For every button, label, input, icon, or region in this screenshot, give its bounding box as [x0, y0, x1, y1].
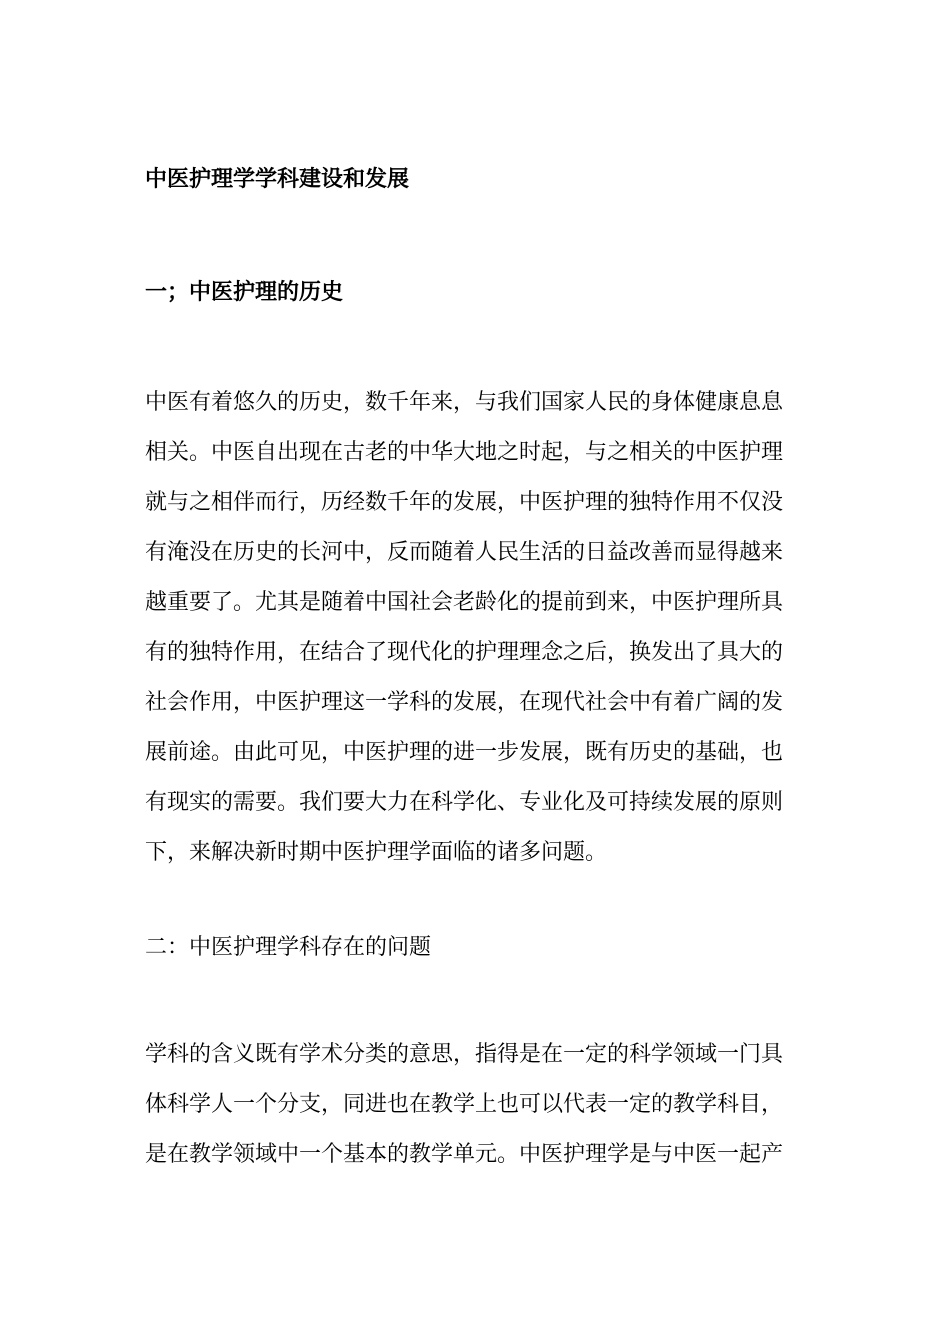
paragraph-line: 体科学人一个分支，同进也在教学上也可以代表一定的教学科目，	[145, 1092, 784, 1117]
document-title: 中医护理学学科建设和发展	[145, 166, 410, 192]
paragraph-line: 越重要了。尤其是随着中国社会老龄化的提前到来，中医护理所具	[145, 590, 784, 615]
paragraph-line: 就与之相伴而行，历经数千年的发展，中医护理的独特作用不仅没	[145, 490, 784, 515]
paragraph-line: 展前途。由此可见，中医护理的进一步发展，既有历史的基础，也	[145, 740, 784, 765]
paragraph-line: 有的独特作用，在结合了现代化的护理理念之后，换发出了具大的	[145, 640, 784, 665]
section-2-paragraph	[145, 1039, 825, 1189]
paragraph-line: 有现实的需要。我们要大力在科学化、专业化及可持续发展的原则	[145, 790, 784, 815]
section-2-heading: 二：中医护理学科存在的问题	[145, 935, 432, 960]
section-1-heading: 一；中医护理的历史	[145, 279, 344, 305]
paragraph-line: 学科的含义既有学术分类的意思，指得是在一定的科学领域一门具	[145, 1042, 784, 1067]
paragraph-line: 下，来解决新时期中医护理学面临的诸多问题。	[145, 840, 608, 865]
paragraph-line: 有淹没在历史的长河中，反而随着人民生活的日益改善而显得越来	[145, 540, 784, 565]
paragraph-line: 相关。中医自出现在古老的中华大地之时起，与之相关的中医护理	[145, 440, 784, 465]
section-1-paragraph	[145, 387, 825, 887]
paragraph-line: 中医有着悠久的历史，数千年来，与我们国家人民的身体健康息息	[145, 390, 784, 415]
paragraph-line: 是在教学领域中一个基本的教学单元。中医护理学是与中医一起产	[145, 1142, 784, 1167]
paragraph-line: 社会作用，中医护理这一学科的发展，在现代社会中有着广阔的发	[145, 690, 784, 715]
